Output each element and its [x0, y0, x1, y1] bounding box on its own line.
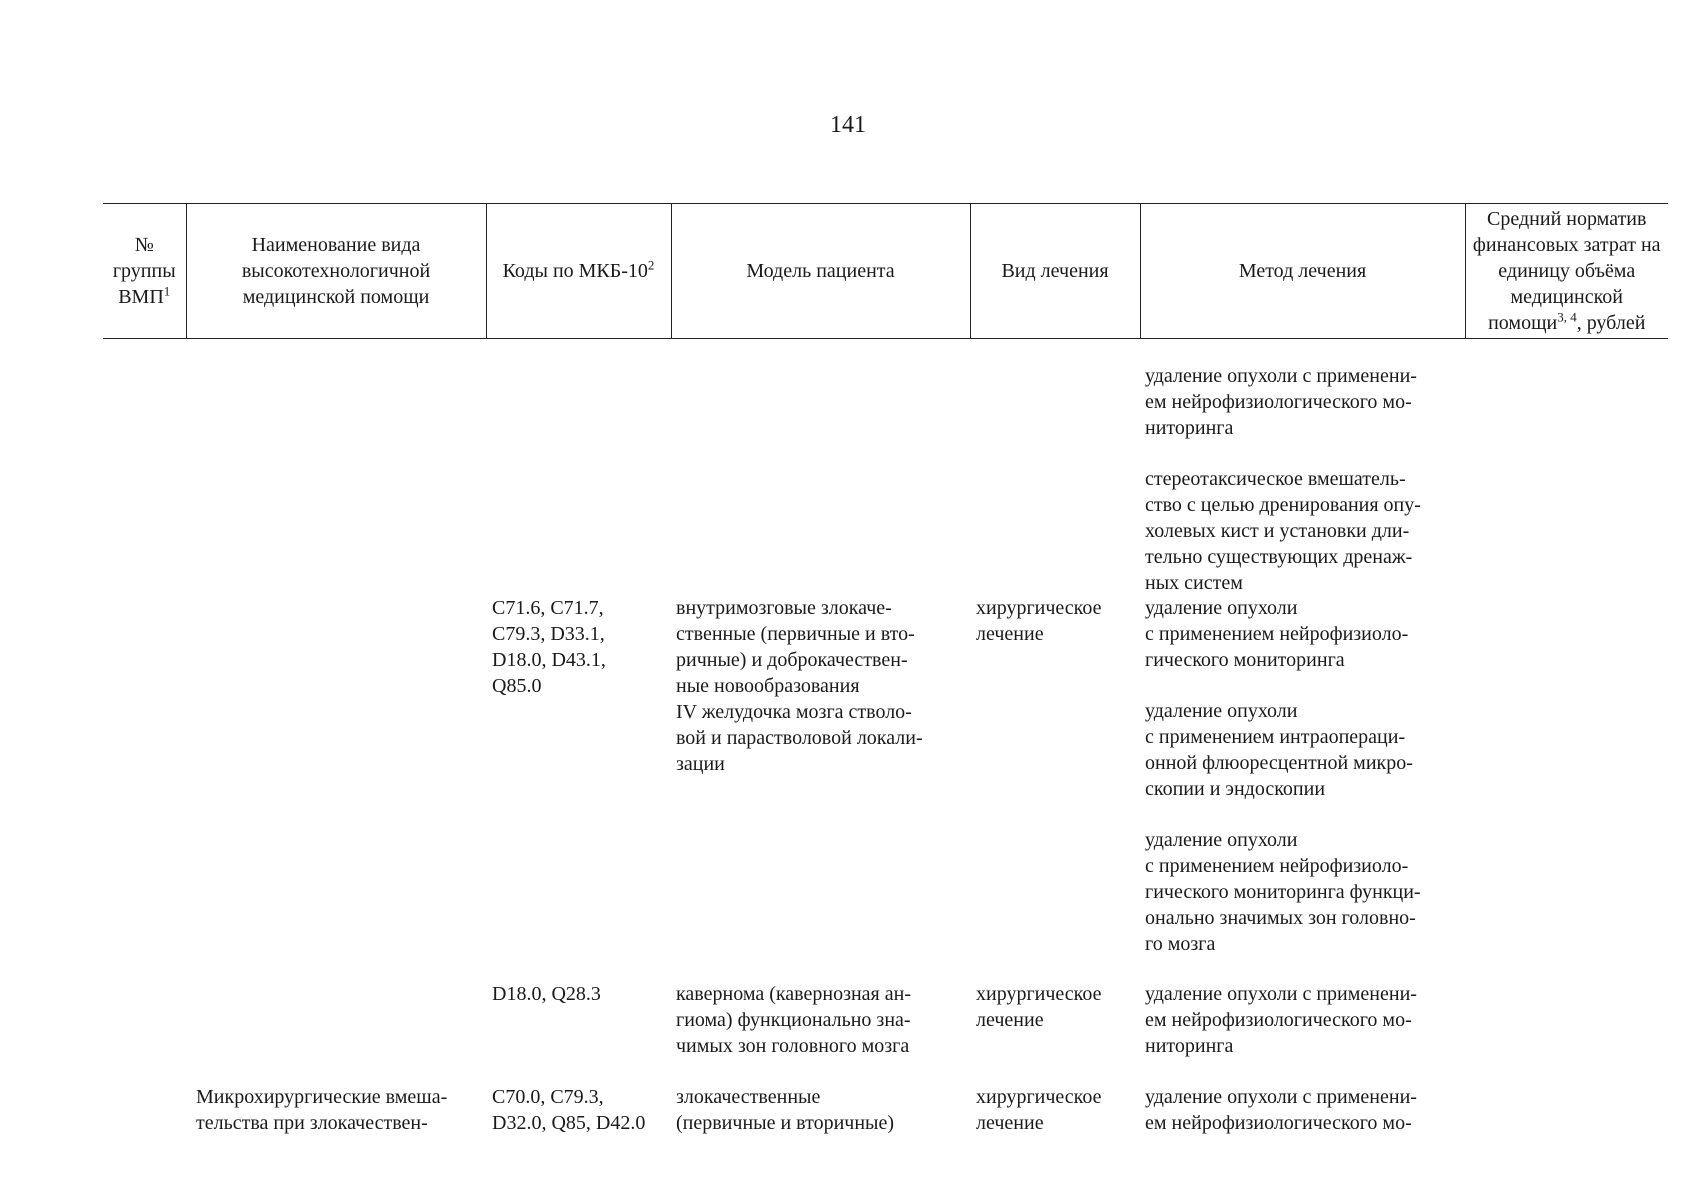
method-d: удаление опухоли с применени- ем нейрофизиологического мо- [1145, 1086, 1417, 1134]
codes-d: C70.0, C79.3, D32.0, Q85, D42.0 [492, 1086, 646, 1134]
model-c: кавернома (кавернозная ан- гиома) функционально зна- чимых зон головного мозга [676, 983, 911, 1057]
page-number: 141 [830, 112, 866, 138]
header-group-number: № группы ВМП$^1$ [103, 204, 186, 339]
codes-b: C71.6, C71.7, C79.3, D33.1, D18.0, D43.1, Q85.0 [492, 597, 606, 697]
name-d: Микрохирургические вмеша- тельства при злокачествен- [196, 1086, 448, 1134]
method-b3: удаление опухоли с применением нейрофизиоло- гического мониторинга функци- онально значимых зон головно- го мозга [1145, 829, 1421, 955]
header-treatment-method: Метод лечения [1140, 204, 1465, 339]
header-patient-model: Модель пациента [671, 204, 970, 339]
table-header [103, 203, 1668, 339]
kind-d: хирургическое лечение [976, 1086, 1102, 1134]
header-icd-codes: Коды по МКБ-$10^2$ [486, 204, 671, 339]
method-a2: стереотаксическое вмешатель- ство с целью дренирования опу- холевых кист и установки дли- тельно существующих дренаж- ных систем [1145, 468, 1421, 594]
method-b1: удаление опухоли с применением нейрофизиоло- гического мониторинга [1145, 597, 1409, 671]
model-b: внутримозговые злокаче- ственные (первичные и вто- ричные) и доброкачествен- ные новообразования IV желудочка мозга стволо- вой и парастволовой локали- зации [676, 597, 923, 775]
header-care-name: Наименование вида высокотехнологичной медицинской помощи [186, 204, 486, 339]
codes-c: D18.0, Q28.3 [492, 983, 601, 1005]
method-b2: удаление опухоли с применением интраопераци- онной флюоресцентной микро- скопии и эндоскопии [1145, 700, 1413, 800]
method-c: удаление опухоли с применени- ем нейрофизиологического мо- ниторинга [1145, 983, 1417, 1057]
kind-b: хирургическое лечение [976, 597, 1102, 645]
method-a1: удаление опухоли с применени- ем нейрофизиологического мо- ниторинга [1145, 365, 1417, 439]
model-d: злокачественные (первичные и вторичные) [676, 1086, 895, 1134]
header-treatment-kind: Вид лечения [970, 204, 1140, 339]
kind-c: хирургическое лечение [976, 983, 1102, 1031]
header-average-cost: Средний норматив финансовых затрат на единицу объёма медицинской помощи$^{3, 4}$, рублей [1465, 204, 1668, 339]
